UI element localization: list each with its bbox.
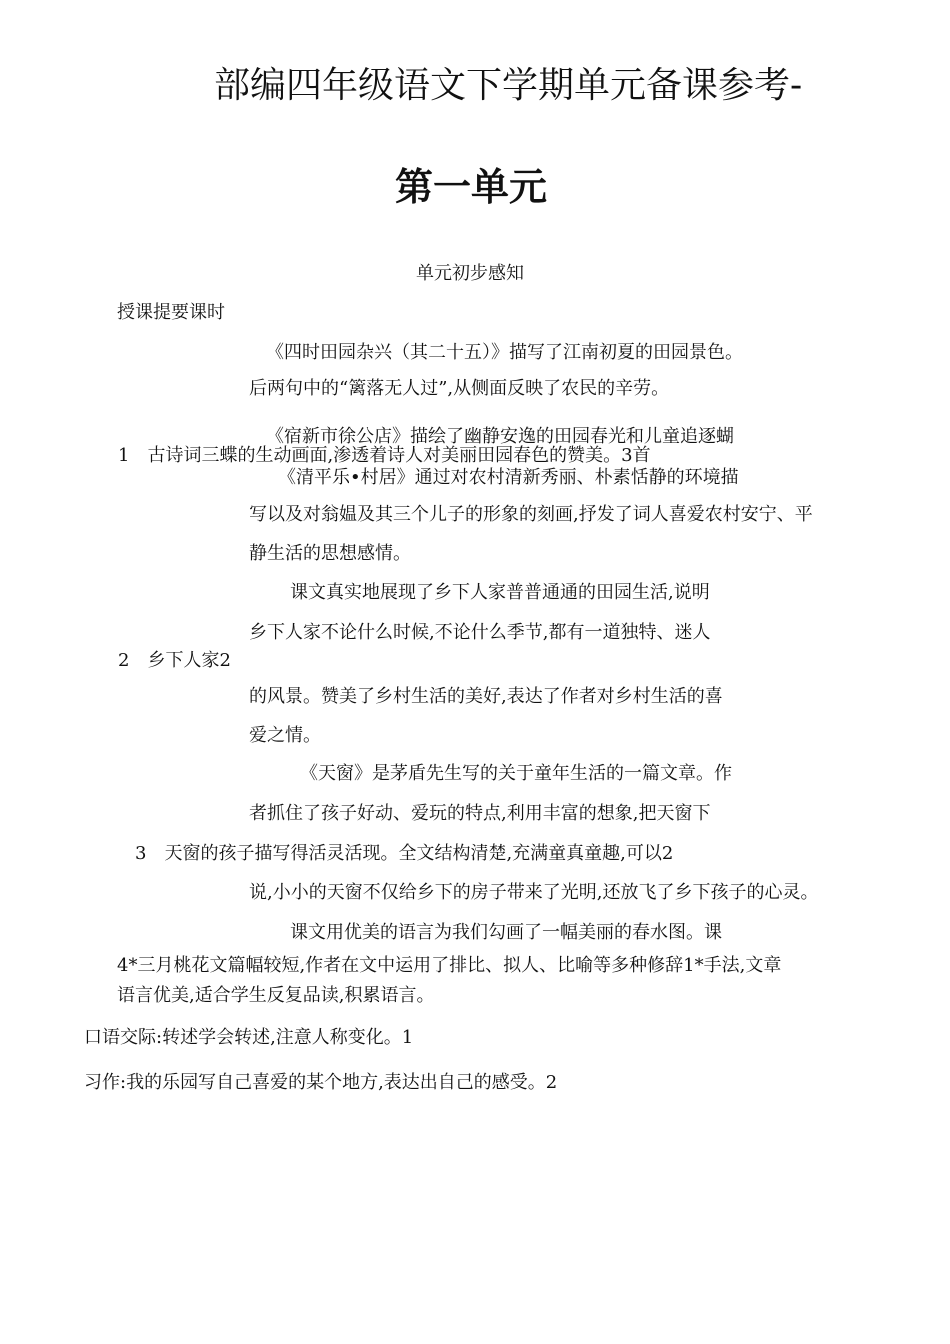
lesson-1-line-2: 后两句中的“篱落无人过”,从侧面反映了农民的辛劳。: [249, 378, 670, 399]
lesson-3-line-2: 者抓住了孩子好动、爱玩的特点,利用丰富的想象,把天窗下: [249, 803, 711, 824]
lesson-1-line-4: 1 古诗词三蝶的生动画面,渗透着诗人对美丽田园春色的赞美。3首: [118, 445, 651, 466]
lesson-4-line-1: 课文用优美的语言为我们勾画了一幅美丽的春水图。课: [290, 922, 722, 943]
lesson-1-line-6: 写以及对翁媪及其三个儿子的形象的刻画,抒发了词人喜爱农村安宁、平: [249, 504, 813, 525]
unit-title: 第一单元: [395, 165, 548, 209]
lesson-1-line-3: 《宿新市徐公店》描绘了幽静安逸的田园春光和儿童追逐蝴: [266, 426, 734, 447]
writing-row: 习作:我的乐园写自己喜爱的某个地方,表达出自己的感受。2: [84, 1072, 558, 1093]
lesson-2-line-4: 的风景。赞美了乡村生活的美好,表达了作者对乡村生活的喜: [249, 686, 723, 707]
lesson-4-line-2: 4*三月桃花文篇幅较短,作者在文中运用了排比、拟人、比喻等多种修辞1*手法,文章: [117, 955, 782, 976]
table-header: 授课提要课时: [117, 302, 225, 323]
lesson-2-line-3: 2 乡下人家2: [118, 650, 231, 671]
lesson-3-line-4: 说,小小的天窗不仅给乡下的房子带来了光明,还放飞了乡下孩子的心灵。: [249, 882, 819, 903]
section-heading: 单元初步感知: [416, 263, 524, 284]
lesson-1-line-1: 《四时田园杂兴（其二十五）》描写了江南初夏的田园景色。: [266, 342, 743, 363]
oral-communication-row: 口语交际:转述学会转述,注意人称变化。1: [84, 1027, 414, 1048]
lesson-2-line-5: 爱之情。: [249, 725, 321, 746]
lesson-1-line-5: 《清平乐•村居》通过对农村清新秀丽、朴素恬静的环境描: [278, 467, 739, 488]
lesson-2-line-2: 乡下人家不论什么时候,不论什么季节,都有一道独特、迷人: [249, 622, 711, 643]
lesson-2-line-1: 课文真实地展现了乡下人家普普通通的田园生活,说明: [290, 582, 710, 603]
lesson-1-line-7: 静生活的思想感情。: [249, 543, 411, 564]
lesson-3-line-3: 3 天窗的孩子描写得活灵活现。全文结构清楚,充满童真童趣,可以2: [135, 843, 674, 864]
lesson-4-line-3: 语言优美,适合学生反复品读,积累语言。: [117, 985, 435, 1006]
document-title: 部编四年级语文下学期单元备课参考-: [214, 65, 803, 106]
lesson-3-line-1: 《天窗》是茅盾先生写的关于童年生活的一篇文章。作: [300, 763, 732, 784]
